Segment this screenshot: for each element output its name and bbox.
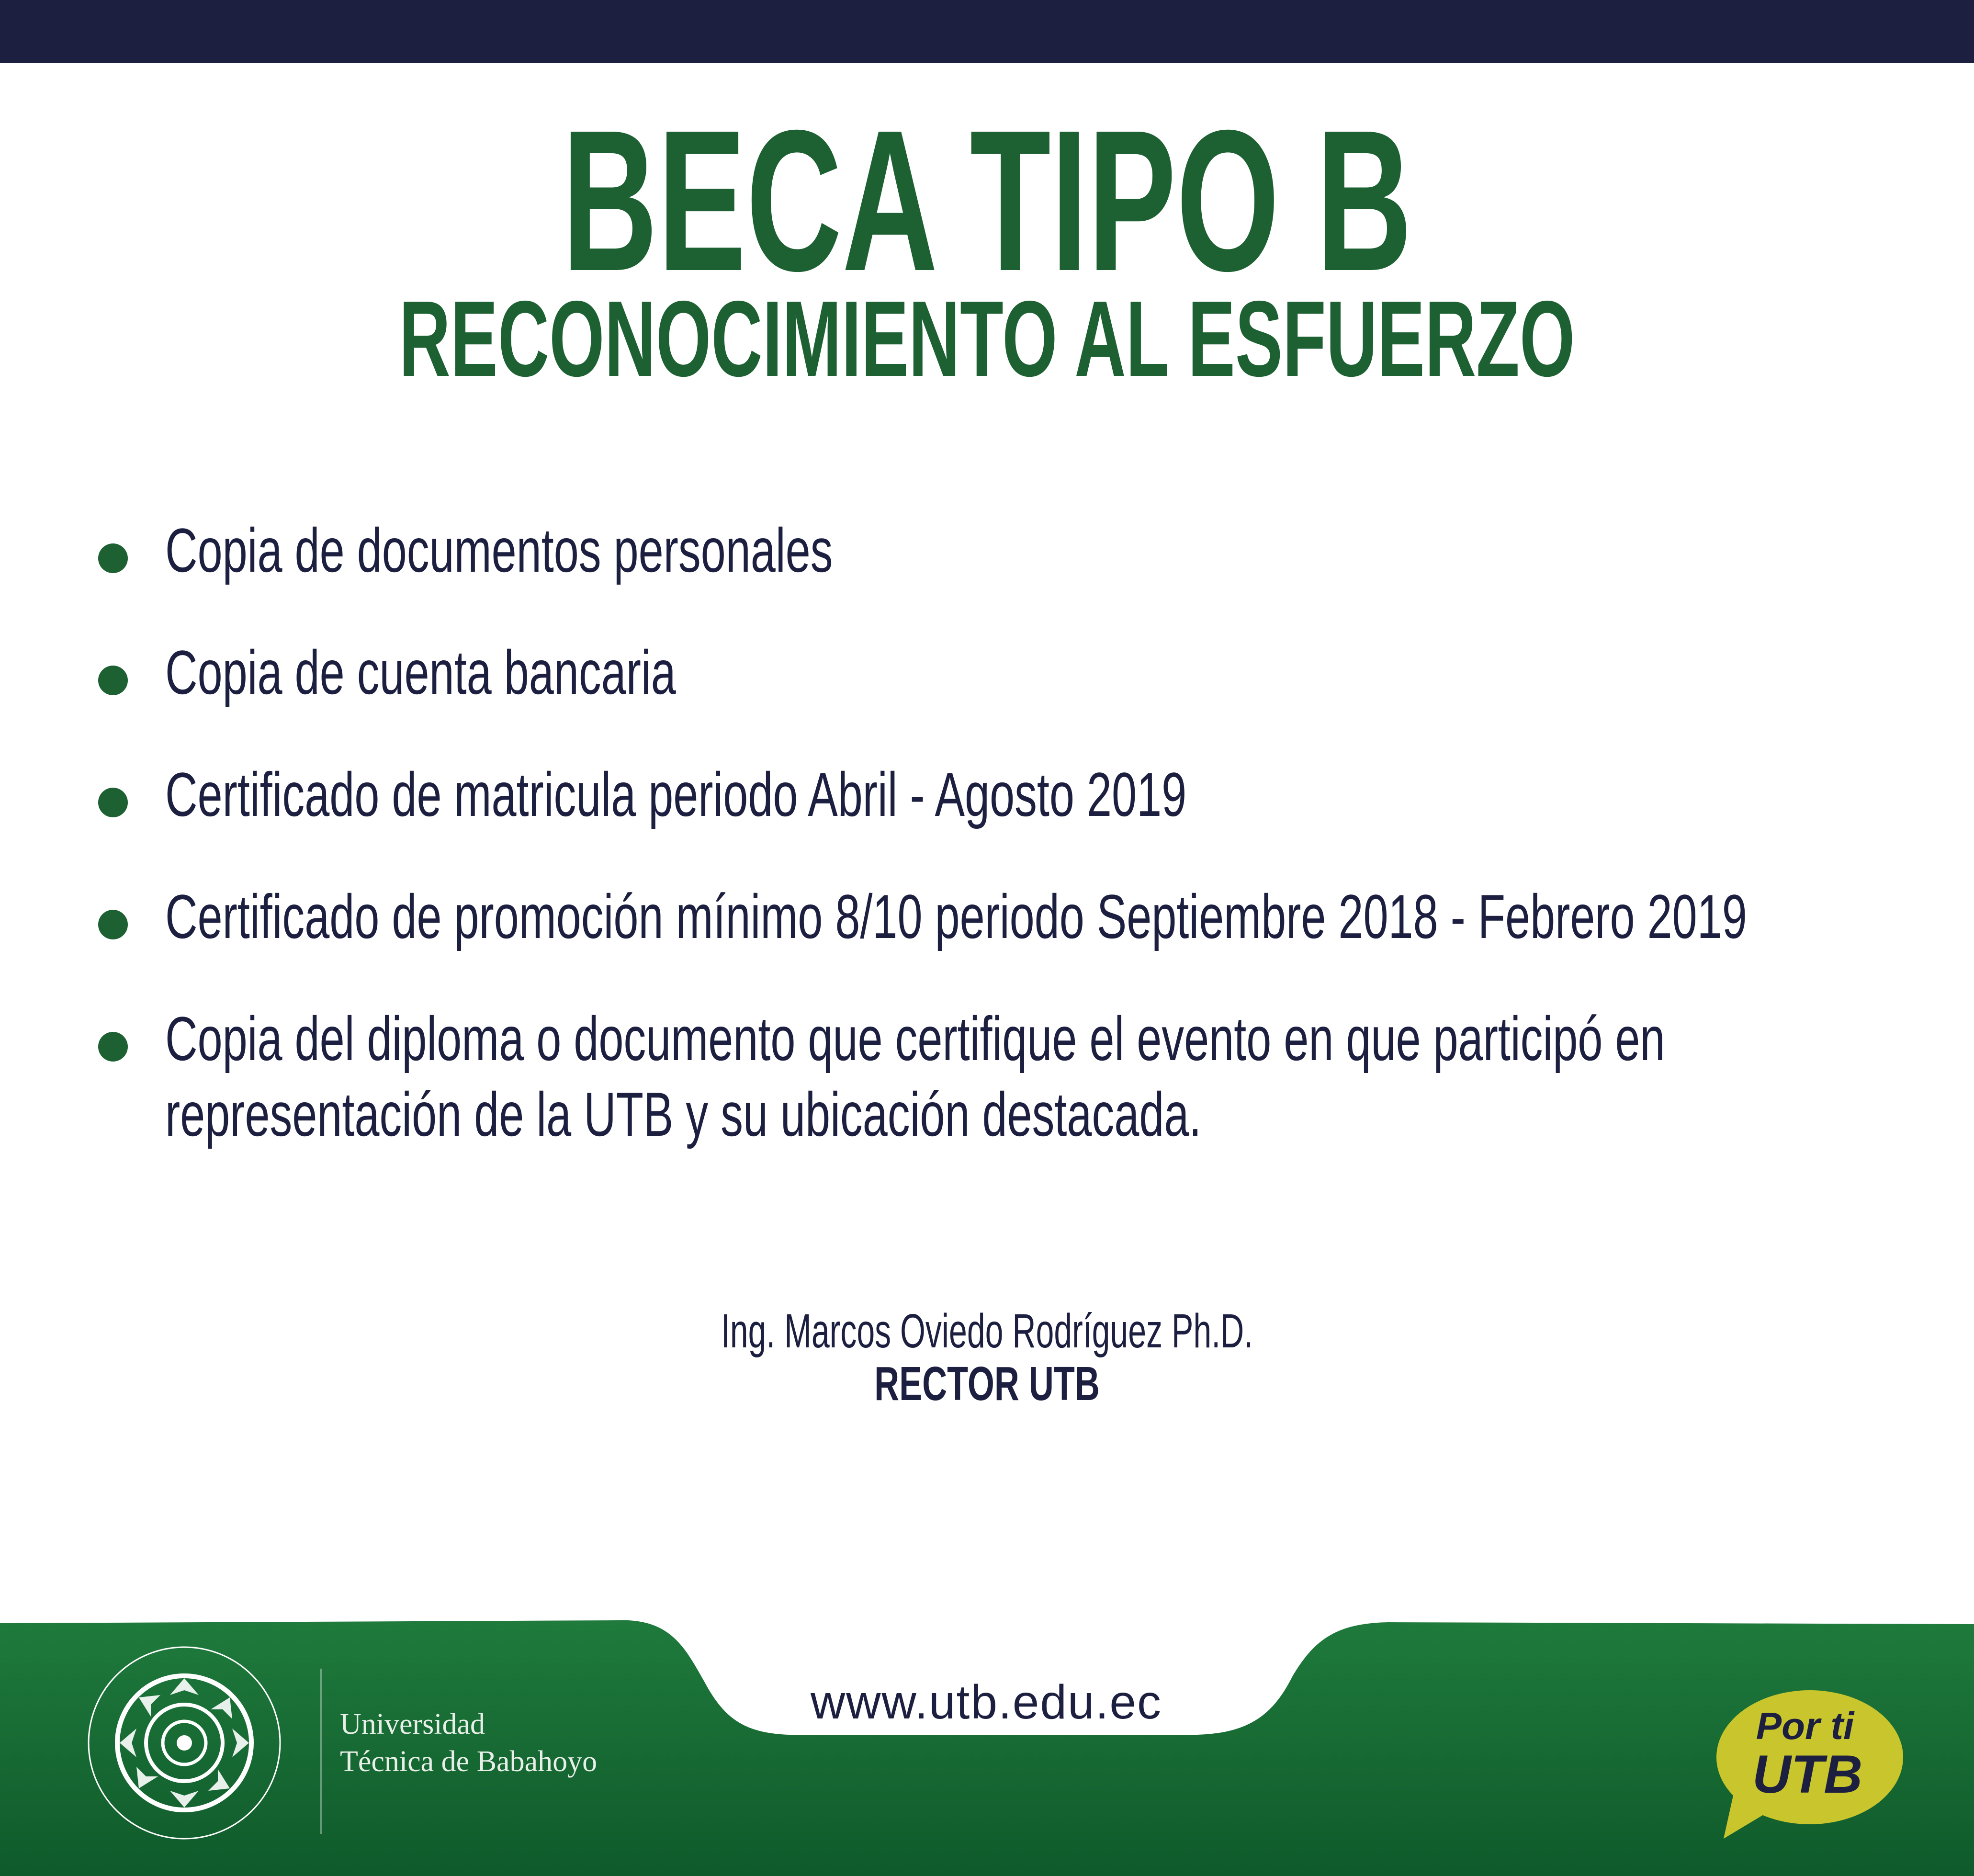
university-name: Universidad (340, 1708, 485, 1740)
requirement-text: Certificado de promoción mínimo 8/10 periodo Septiembre 2018 - Febrero 2019 (165, 881, 1747, 951)
requirement-line: representación de la UTB y su ubicación destacada. (165, 1079, 1202, 1149)
footer-background (0, 1614, 1974, 1876)
requirement-text (165, 1001, 1958, 1152)
badge-text: UTB (1752, 1744, 1863, 1804)
requirements-list (91, 512, 1934, 1159)
bullet-icon (98, 910, 128, 939)
requirement-text: Copia de documentos personales (165, 515, 833, 585)
list-item (91, 879, 1934, 1001)
university-seal-logo (84, 1642, 285, 1843)
bullet-icon (98, 1032, 128, 1062)
university-name: Técnica de Babahoyo (340, 1745, 598, 1778)
bullet-icon (98, 666, 128, 695)
page-subtitle: RECONOCIMIENTO AL ESFUERZO (399, 278, 1575, 399)
website-link[interactable]: www.utb.edu.ec (811, 1675, 1162, 1729)
requirement-line: Copia del diploma o documento que certifique el evento en que participó en (165, 1004, 1665, 1074)
footer-divider (320, 1669, 322, 1834)
top-bar (0, 0, 1974, 63)
bullet-icon (98, 543, 128, 573)
list-item (91, 757, 1934, 879)
requirement-text: Certificado de matricula periodo Abril - Agosto 2019 (165, 759, 1187, 829)
list-item (91, 634, 1934, 757)
footer (0, 1614, 1974, 1876)
badge-text: Por ti (1756, 1705, 1854, 1747)
list-item (91, 512, 1934, 634)
signature-title: RECTOR UTB (874, 1357, 1100, 1411)
bullet-icon (98, 788, 128, 817)
page-title: BECA TIPO B (562, 89, 1412, 313)
list-item (91, 1001, 1934, 1159)
signature-name: Ing. Marcos Oviedo Rodríguez Ph.D. (721, 1304, 1253, 1358)
requirement-text: Copia de cuenta bancaria (165, 637, 676, 707)
